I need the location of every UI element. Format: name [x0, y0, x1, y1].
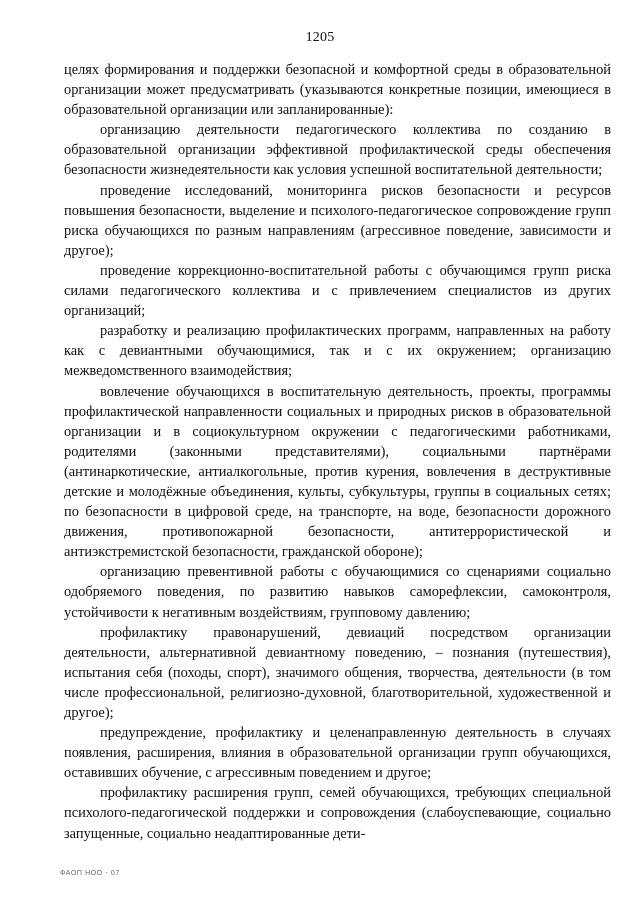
paragraph-staff-organization: организацию деятельности педагогического коллектива по созданию в образовательной организации эффективной профилактической среды обеспечения безопасности жизнедеятельности как условия успешной воспитательной деятельности; [64, 122, 611, 179]
document-body [64, 60, 611, 844]
paragraph-group-prevention: предупреждение, профилактику и целенаправленную деятельность в случаях появления, расширения, влияния в образовательной организации групп обучающихся, оставивших обучение, с агрессивным поведением и другое; [64, 725, 611, 782]
paragraph-offense-prevention: профилактику правонарушений, девиаций посредством организации деятельности, альтернативной девиантному поведению, – познания (путешествия), испытания себя (походы, спорт), значимого общения, творчества, деятельности (в том числе профессиональной, религиозно-духовной, благотворительной, художественной и другое); [64, 624, 611, 721]
paragraph-prevention-programs: разработку и реализацию профилактических программ, направленных на работу как с девиантными обучающимися, так и с их окружением; организацию межведомственного взаимодействия; [64, 323, 611, 380]
paragraph-student-involvement: вовлечение обучающихся в воспитательную деятельность, проекты, программы профилактической направленности социальных и природных рисков в образовательной организации и в социокультурном окружении с педагогическими работниками, родителями (законными представителями), социальными партнёрами (антинаркотические, антиалкогольные, против курения, вовлечения в деструктивные детские и молодёжные объединения, культы, субкультуры, группы в социальных сетях; по безопасности в цифровой среде, на транспорте, на воде, безопасности дорожного движения, противопожарной безопасности, антитеррористической и антиэкстремистской безопасности, гражданской обороне); [64, 383, 611, 561]
paragraph-continuation: целях формирования и поддержки безопасной и комфортной среды в образовательной организации может предусматривать (указываются конкретные позиции, имеющиеся в образовательной организации или запланированные): [64, 62, 611, 119]
footer-code: ФАОП НОО - 07 [60, 870, 120, 877]
paragraph-risk-research: проведение исследований, мониторинга рисков безопасности и ресурсов повышения безопасности, выделение и психолого-педагогическое сопровождение групп риска обучающихся по разным направлениям (агрессивное поведение, зависимости и другое); [64, 182, 611, 259]
paragraph-support-groups: профилактику расширения групп, семей обучающихся, требующих специальной психолого-педагогической поддержки и сопровождения (слабоуспевающие, социально запущенные, социально неадаптированные дети- [64, 785, 611, 842]
paragraph-correctional-work: проведение коррекционно-воспитательной работы с обучающимся групп риска силами педагогического коллектива и с привлечением специалистов из других организаций; [64, 262, 611, 320]
paragraph-preventive-work: организацию превентивной работы с обучающимися со сценариями социально одобряемого поведения, по развитию навыков саморефлексии, самоконтроля, устойчивости к негативным воздействиям, групповому давлению; [64, 564, 611, 621]
page-number: 1205 [305, 30, 335, 45]
